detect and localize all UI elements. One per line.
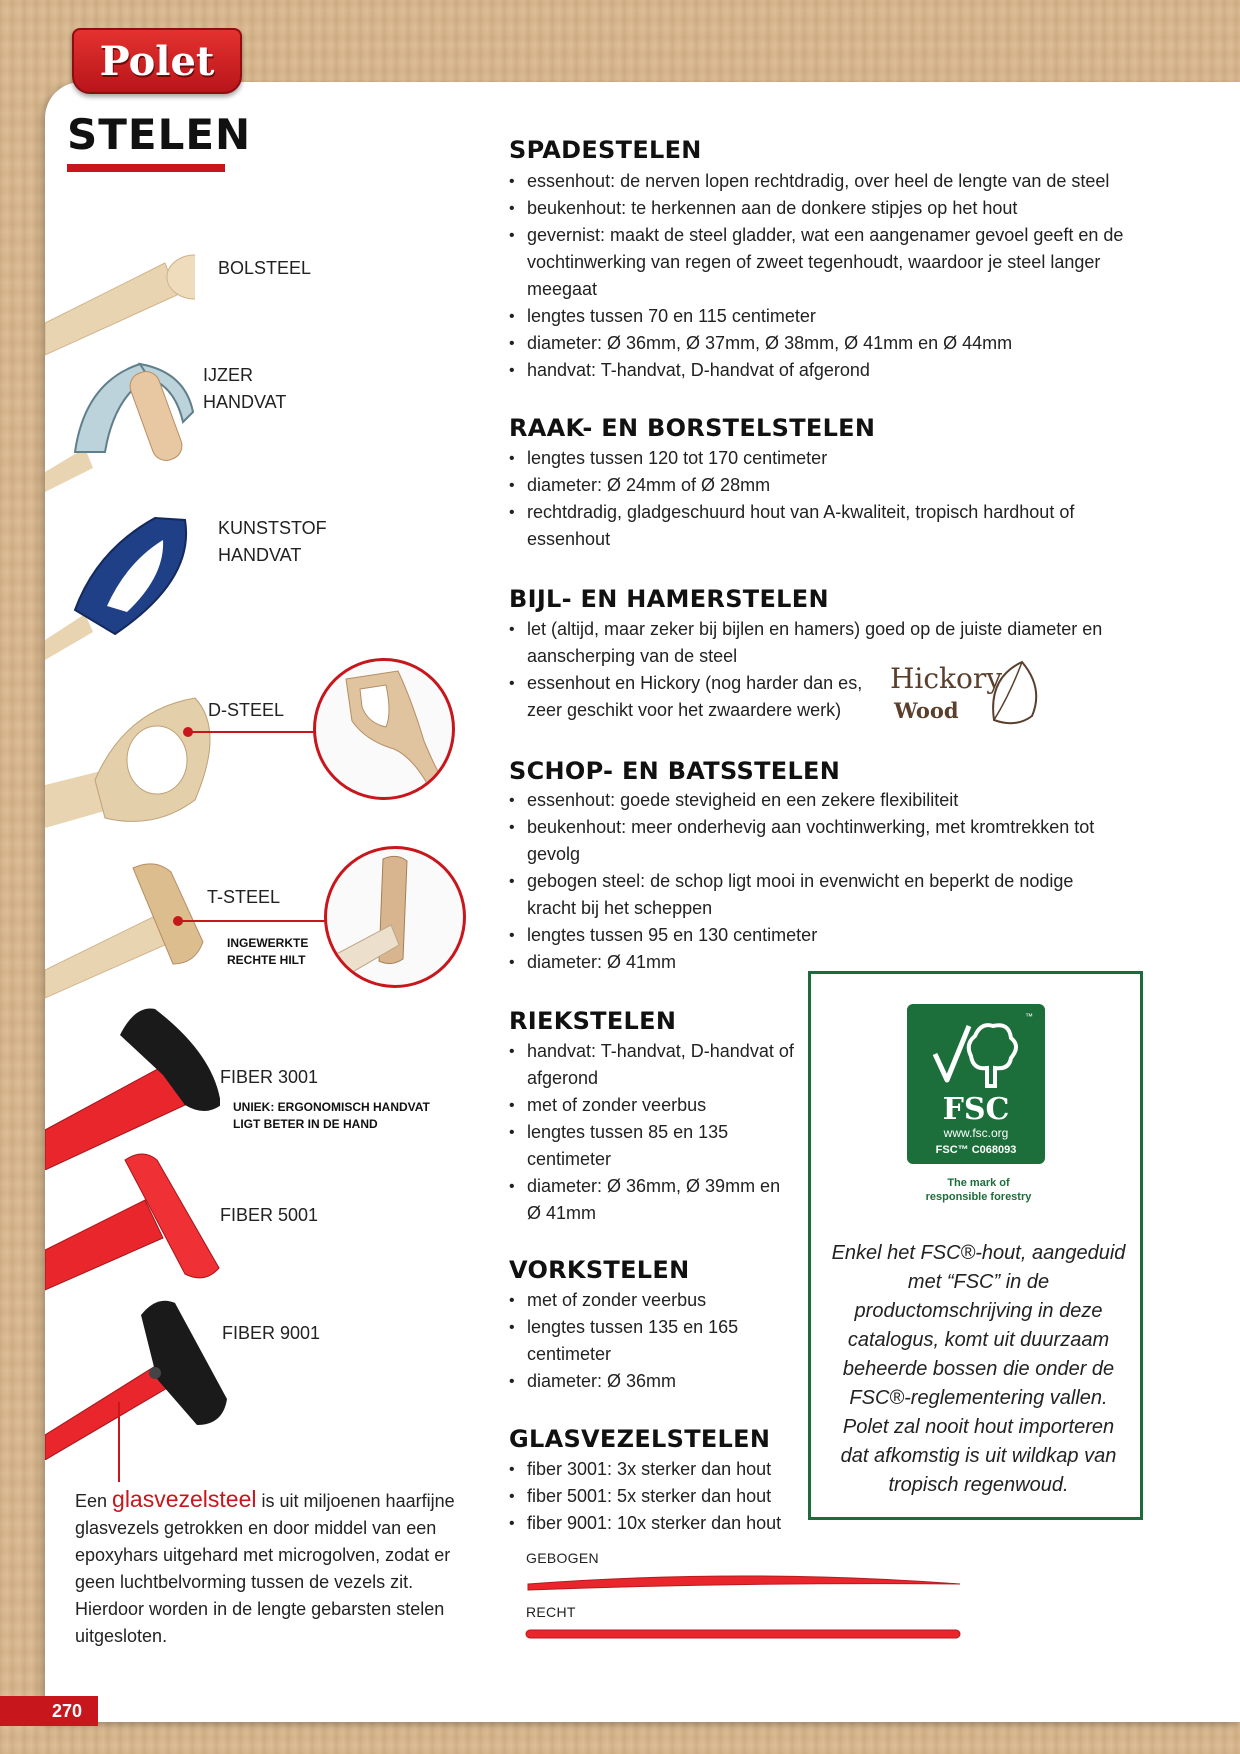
fsc-tree-icon <box>929 1016 1023 1092</box>
list-item: • let (altijd, maar zeker bij bijlen en hamers) goed op de juiste diameter en aanscherping van de steel <box>509 616 1109 670</box>
heading-spadestelen: SPADESTELEN <box>509 136 702 164</box>
t-steel-detail-image <box>327 849 466 988</box>
list-item: • fiber 9001: 10x sterker dan hout <box>509 1510 809 1537</box>
list-item: • lengtes tussen 95 en 130 centimeter <box>509 922 1109 949</box>
list-riekstelen <box>509 1038 799 1227</box>
fsc-tm: ™ <box>1025 1012 1033 1021</box>
fsc-code: FSC™ C068093 <box>935 1144 1017 1156</box>
fiber-9001-image <box>45 1295 235 1460</box>
label-fiber-3001: FIBER 3001 <box>220 1067 319 1087</box>
list-schop-batsstelen <box>509 787 1109 976</box>
heading-bijl-hamerstelen: BIJL- EN HAMERSTELEN <box>509 585 829 613</box>
list-vorkstelen <box>509 1287 799 1395</box>
note-fiber-3001: UNIEK: ERGONOMISCH HANDVAT LIGT BETER IN DE HAND <box>233 1100 430 1131</box>
fsc-mark-text <box>811 1176 1146 1204</box>
t-steel-image <box>45 858 215 1008</box>
label-ijzer-handvat: IJZER HANDVAT <box>203 365 287 412</box>
glasvezel-text: is uit miljoenen haarfijne glasvezels getrokken en door middel van een epoxyhars uitgehard met microgolven, zodat er geen luchtbelvorming tussen de vezels zit. Hierdoor worden in de lengte gebarsten stelen uitgesloten. <box>75 1491 455 1646</box>
label-kunststof-handvat: KUNSTSTOF HANDVAT <box>218 518 327 565</box>
heading-vorkstelen: VORKSTELEN <box>509 1256 690 1284</box>
list-item: • lengtes tussen 70 en 115 centimeter <box>509 303 1159 330</box>
hickory-logo-line2: Wood <box>894 698 959 723</box>
list-item: • essenhout: de nerven lopen rechtdradig, over heel de lengte van de steel <box>509 168 1159 195</box>
list-item: • handvat: T-handvat, D-handvat of afgerond <box>509 1038 799 1092</box>
list-item: • diameter: Ø 36mm, Ø 37mm, Ø 38mm, Ø 41mm en Ø 44mm <box>509 330 1159 357</box>
kunststof-handvat-image <box>45 510 205 660</box>
label-d-steel: D-STEEL <box>208 700 285 720</box>
hickory-logo-line1: Hickory <box>890 662 1003 695</box>
fsc-statement: Enkel het FSC®-hout, aangeduid met “FSC” in de productomschrijving in deze catalogus, komt uit duurzaam beheerde bossen die onder de FSC®-reglementering vallen. Polet zal nooit hout importeren dat afkomstig is uit wildkap van tropisch regenwoud. <box>831 1242 1126 1496</box>
heading-glasvezelstelen: GLASVEZELSTELEN <box>509 1425 771 1453</box>
hickory-wood-logo <box>886 658 1042 728</box>
note-t-steel: INGEWERKTE RECHTE HILT <box>227 936 309 967</box>
list-item: • met of zonder veerbus <box>509 1092 799 1119</box>
fsc-logo-text: FSC <box>942 1092 1010 1127</box>
list-item: • beukenhout: meer onderhevig aan vochtinwerking, met kromtrekken tot gevolg <box>509 814 1109 868</box>
label-fiber-5001: FIBER 5001 <box>220 1205 319 1225</box>
page-number: 270 <box>0 1696 98 1726</box>
leaf-icon <box>986 658 1042 728</box>
label-fiber-9001: FIBER 9001 <box>222 1323 321 1343</box>
label-t-steel: T-STEEL <box>207 887 281 907</box>
fsc-mark-line1: The mark of <box>947 1177 1010 1189</box>
list-item: • lengtes tussen 120 tot 170 centimeter <box>509 445 1109 472</box>
d-steel-detail-circle <box>313 658 455 800</box>
brand-name: Polet <box>99 37 215 85</box>
bolsteel-image <box>45 245 195 360</box>
list-item: • gebogen steel: de schop ligt mooi in evenwicht en beperkt de nodige kracht bij het scheppen <box>509 868 1109 922</box>
list-item: • lengtes tussen 135 en 165 centimeter <box>509 1314 799 1368</box>
d-steel-detail-image <box>316 661 455 800</box>
fiber-5001-image <box>45 1150 220 1300</box>
list-item: • beukenhout: te herkennen aan de donkere stipjes op het hout <box>509 195 1159 222</box>
t-steel-pointer-line <box>178 920 326 922</box>
list-raak-borstelstelen <box>509 445 1109 553</box>
fsc-logo <box>907 1004 1045 1164</box>
glasvezel-paragraph <box>75 1486 455 1650</box>
d-steel-pointer-line <box>188 731 316 733</box>
polet-logo <box>72 28 242 94</box>
list-item: • diameter: Ø 36mm <box>509 1368 799 1395</box>
label-bolsteel: BOLSTEEL <box>218 258 312 278</box>
bent-rod-image <box>524 1570 964 1596</box>
list-item: • diameter: Ø 41mm <box>509 949 1109 976</box>
title-underline <box>67 164 225 172</box>
straight-rod-image <box>524 1624 964 1644</box>
page-title: STELEN <box>67 110 252 159</box>
list-item: • handvat: T-handvat, D-handvat of afgerond <box>509 357 1159 384</box>
d-steel-image <box>45 690 215 840</box>
list-item: • lengtes tussen 85 en 135 centimeter <box>509 1119 799 1173</box>
list-item: • diameter: Ø 24mm of Ø 28mm <box>509 472 1109 499</box>
list-item: • rechtdradig, gladgeschuurd hout van A-kwaliteit, tropisch hardhout of essenhout <box>509 499 1109 553</box>
heading-schop-batsstelen: SCHOP- EN BATSSTELEN <box>509 757 841 785</box>
fsc-url: www.fsc.org <box>943 1126 1009 1140</box>
list-item: • diameter: Ø 36mm, Ø 39mm en Ø 41mm <box>509 1173 799 1227</box>
label-recht: RECHT <box>526 1604 576 1620</box>
fsc-info-box <box>808 971 1143 1520</box>
fiber-3001-image <box>45 1005 220 1170</box>
list-item: • fiber 3001: 3x sterker dan hout <box>509 1456 809 1483</box>
glasvezel-pointer-line <box>118 1402 120 1482</box>
list-item: • essenhout: goede stevigheid en een zekere flexibiliteit <box>509 787 1109 814</box>
list-item: • met of zonder veerbus <box>509 1287 799 1314</box>
heading-riekstelen: RIEKSTELEN <box>509 1007 677 1035</box>
list-spadestelen <box>509 168 1159 384</box>
t-steel-detail-circle <box>324 846 466 988</box>
list-glasvezelstelen <box>509 1456 809 1537</box>
glasvezel-prefix: Een <box>75 1491 113 1511</box>
list-item: • gevernist: maakt de steel gladder, wat een aangenamer gevoel geeft en de vochtinwerking van regen of zweet tegenhoudt, waardoor je steel langer meegaat <box>509 222 1144 303</box>
list-item: • fiber 5001: 5x sterker dan hout <box>509 1483 809 1510</box>
list-item: • essenhout en Hickory (nog harder dan es, zeer geschikt voor het zwaardere werk) <box>509 670 884 724</box>
label-gebogen: GEBOGEN <box>526 1550 599 1566</box>
ijzer-handvat-image <box>45 352 195 492</box>
fsc-mark-line2: responsible forestry <box>925 1191 1032 1203</box>
glasvezel-highlight: glasvezelsteel <box>112 1486 257 1512</box>
heading-raak-borstelstelen: RAAK- EN BORSTELSTELEN <box>509 414 876 442</box>
